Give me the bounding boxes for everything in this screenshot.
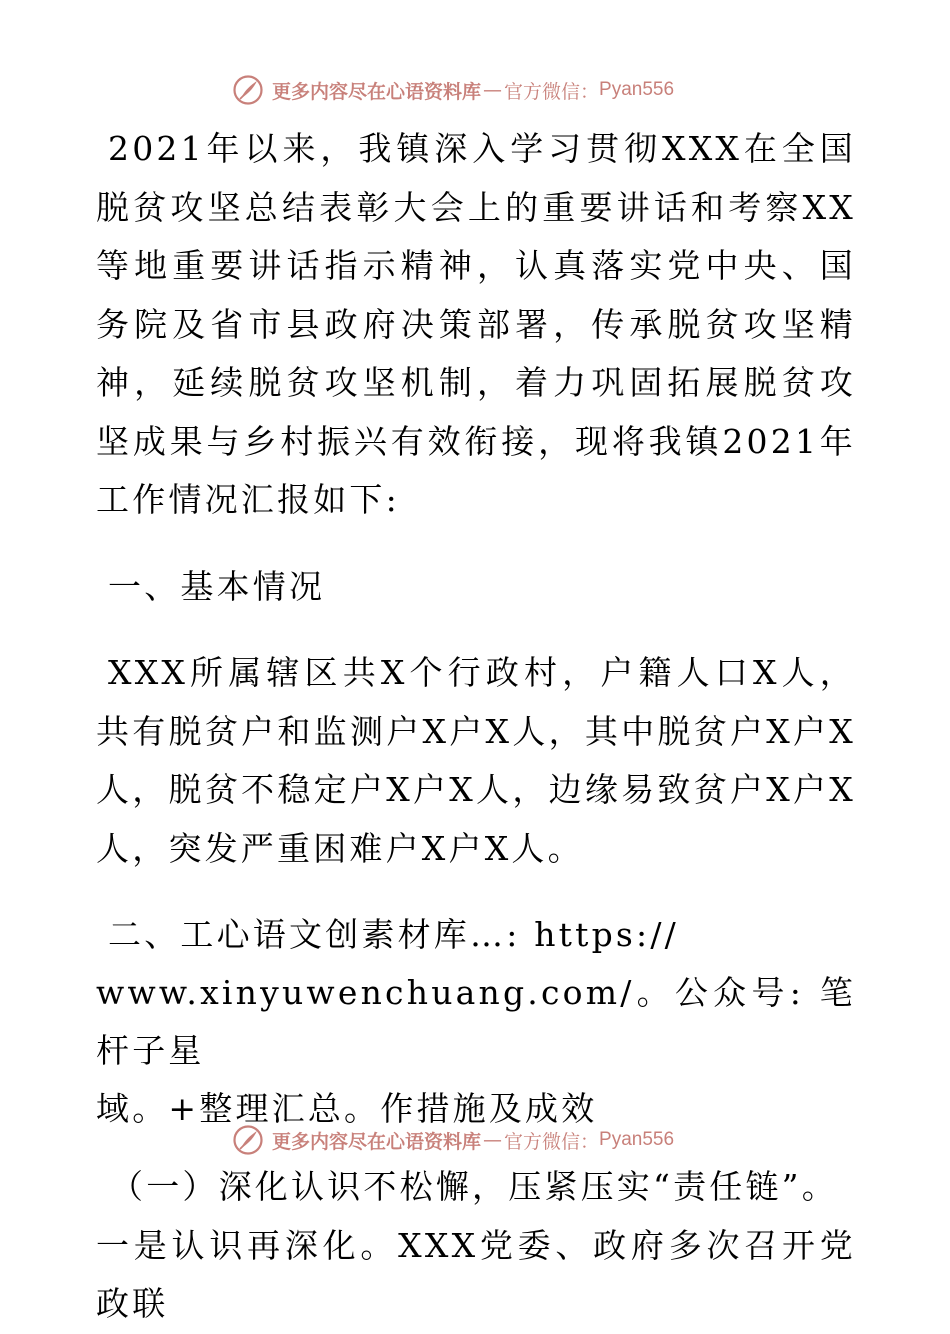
section-heading-measures-line-1: 二、工心语文创素材库…: https:// — [108, 915, 679, 954]
header-watermark — [232, 72, 712, 108]
section-heading-basic-situation: 一、基本情况 — [108, 566, 326, 606]
watermark-separator: — — [483, 1129, 503, 1151]
watermark-contact-id: Pyan556 — [599, 79, 675, 100]
watermark-contact-label: 官方微信： — [504, 80, 600, 103]
awareness-paragraph: 一是认识再深化。XXX党委、政府多次召开党政联 — [96, 1225, 856, 1323]
watermark-text: 更多内容尽在心语资料库 — [272, 1130, 482, 1153]
footer-watermark — [232, 1122, 712, 1158]
quill-logo-icon — [232, 1124, 264, 1156]
basic-situation-paragraph: XXX所属辖区共X个行政村，户籍人口X人，共有脱贫户和监测户X户X人，其中脱贫户X户X人，脱贫不稳定户X户X人，边缘易致贫户X户X人，突发严重困难户X户X人。 — [96, 653, 856, 868]
quill-logo-icon — [232, 74, 264, 106]
intro-paragraph: 2021年以来，我镇深入学习贯彻XXX在全国脱贫攻坚总结表彰大会上的重要讲话和考察XX等地重要讲话指示精神，认真落实党中央、国务院及省市县政府决策部署，传承脱贫攻坚精神，延续脱贫攻坚机制，着力巩固拓展脱贫攻坚成果与乡村振兴有效衔接，现将我镇2021年工作情况汇报如下: — [96, 129, 856, 519]
watermark-separator: — — [483, 79, 503, 101]
subheading-responsibility-chain: （一）深化认识不松懈，压紧压实“责任链”。 — [110, 1167, 838, 1206]
section-heading-measures-line-3: 域。+整理汇总。作措施及成效 — [96, 1089, 598, 1128]
watermark-text: 更多内容尽在心语资料库 — [272, 80, 482, 103]
watermark-contact-id: Pyan556 — [599, 1129, 675, 1150]
section-heading-measures-line-2: www.xinyuwenchuang.com/。公众号: 笔杆子星 — [96, 973, 856, 1070]
watermark-contact-label: 官方微信： — [504, 1130, 600, 1153]
